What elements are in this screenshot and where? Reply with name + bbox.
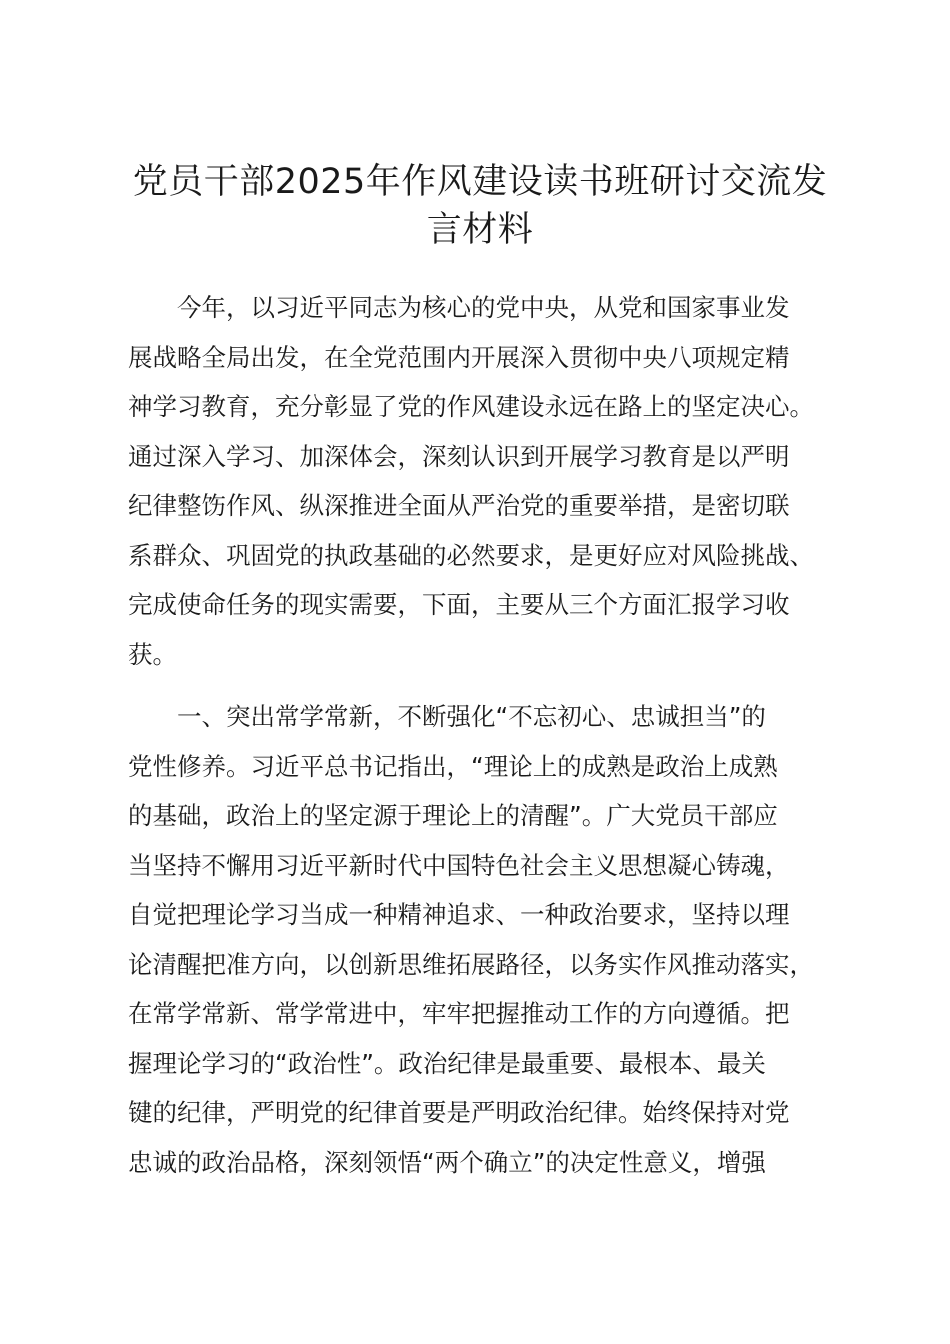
- text-line: 论清醒把准方向，以创新思维拓展路径，以务实作风推动落实，: [128, 949, 814, 979]
- text-line: 党性修养。习近平总书记指出，“理论上的成熟是政治上成熟: [128, 751, 778, 781]
- text-line: 一、突出常学常新，不断强化“不忘初心、忠诚担当”的: [177, 702, 766, 731]
- paragraph-intro: [128, 283, 858, 679]
- document-body: [128, 283, 858, 1187]
- text-line: 纪律整饬作风、纵深推进全面从严治党的重要举措，是密切联: [128, 491, 790, 520]
- text-line: 握理论学习的“政治性”。政治纪律是最重要、最根本、最关: [128, 1048, 766, 1078]
- text-line: 当坚持不懈用习近平新时代中国特色社会主义思想凝心铸魂，: [128, 850, 790, 880]
- text-line: 获。: [128, 639, 177, 669]
- text-line: 忠诚的政治品格，深刻领悟“两个确立”的决定性意义，增强: [128, 1147, 766, 1177]
- text-line: 展战略全局出发，在全党范围内开展深入贯彻中央八项规定精: [128, 342, 790, 372]
- text-line: 的基础，政治上的坚定源于理论上的清醒”。广大党员干部应: [128, 801, 778, 830]
- paragraph-section-one: [128, 692, 858, 1187]
- document-title: [120, 158, 840, 254]
- text-line: 自觉把理论学习当成一种精神追求、一种政治要求，坚持以理: [128, 900, 790, 929]
- text-line: 在常学常新、常学常进中，牢牢把握推动工作的方向遵循。把: [128, 999, 790, 1028]
- text-line: 通过深入学习、加深体会，深刻认识到开展学习教育是以严明: [128, 441, 790, 471]
- text-line: 键的纪律，严明党的纪律首要是严明政治纪律。始终保持对党: [128, 1098, 790, 1127]
- text-line: 完成使命任务的现实需要，下面，主要从三个方面汇报学习收: [128, 590, 790, 619]
- text-line: 系群众、巩固党的执政基础的必然要求，是更好应对风险挑战、: [128, 540, 814, 570]
- text-line: 今年，以习近平同志为核心的党中央，从党和国家事业发: [177, 293, 790, 322]
- text-line: 神学习教育，充分彰显了党的作风建设永远在路上的坚定决心。: [128, 392, 814, 421]
- title-line: 言材料: [426, 210, 534, 250]
- title-line: 党员干部2025年作风建设读书班研讨交流发: [132, 162, 828, 202]
- paragraph-spacing: [128, 679, 858, 692]
